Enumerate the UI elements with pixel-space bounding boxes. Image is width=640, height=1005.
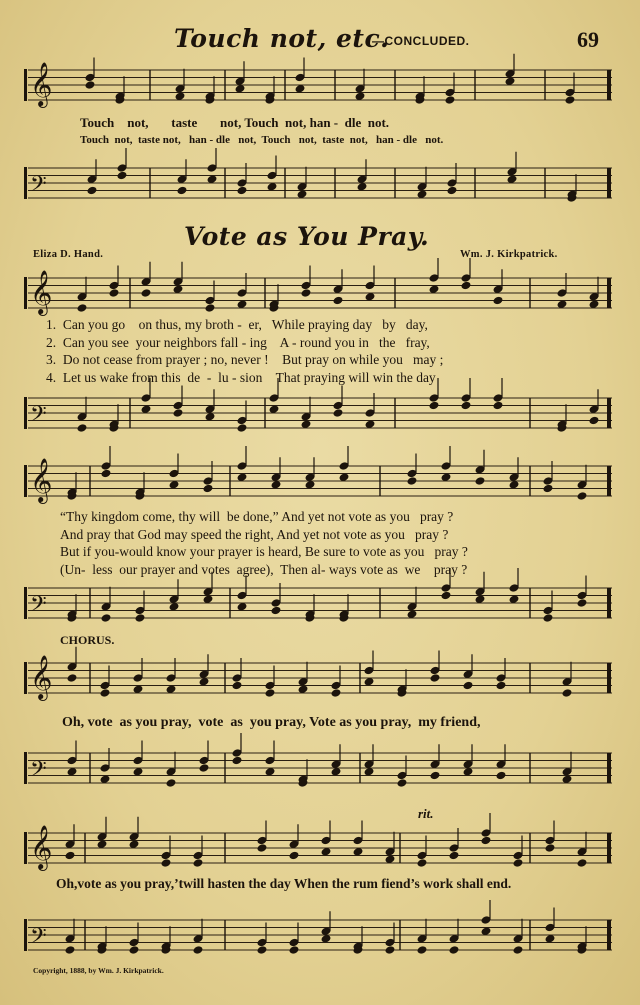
note-head	[449, 851, 460, 861]
note-head	[445, 95, 456, 105]
note-head	[117, 171, 128, 181]
note-head	[333, 408, 344, 418]
note-head	[85, 80, 96, 90]
note-head	[135, 613, 146, 623]
note-head	[385, 945, 396, 955]
staff-brace	[24, 397, 27, 429]
final-barline	[607, 278, 611, 308]
page-number: 69	[577, 27, 599, 52]
chorus-treble-staff-2	[0, 825, 640, 875]
note-head	[141, 288, 152, 298]
note-head	[429, 401, 440, 411]
note-head	[449, 945, 460, 955]
note-head	[577, 858, 588, 868]
note-head	[417, 858, 428, 868]
note-head	[565, 95, 576, 105]
note-head	[417, 945, 428, 955]
top-bass-staff	[0, 160, 640, 210]
note-head	[513, 945, 524, 955]
top-treble-staff	[0, 62, 640, 112]
bass-clef-icon: 𝄢	[30, 592, 47, 622]
final-barline	[607, 70, 611, 100]
note-head	[101, 613, 112, 623]
staff-brace	[24, 69, 27, 101]
note-head	[289, 851, 300, 861]
note-head	[496, 771, 507, 781]
top-lyric-line-1: Touch not, taste not, Touch not, han - dle not.	[80, 115, 390, 130]
note-head	[232, 756, 243, 766]
note-head	[65, 851, 76, 861]
note-head	[562, 688, 573, 698]
note-head	[545, 843, 556, 853]
note-head	[100, 688, 111, 698]
note-head	[481, 836, 492, 846]
note-head	[333, 296, 344, 306]
note-head	[447, 186, 458, 196]
note-head	[265, 688, 276, 698]
note-head	[65, 945, 76, 955]
note-head	[441, 591, 452, 601]
staff-brace	[24, 465, 27, 497]
verse-line: 3. Do not cease from prayer ; no, never ! But pray on while you may ;	[46, 352, 444, 367]
treble-clef-icon: 𝄞	[30, 458, 53, 502]
note-head	[496, 681, 507, 691]
copyright-notice: Copyright, 1888, by Wm. J. Kirkpatrick.	[33, 966, 164, 975]
note-head	[430, 673, 441, 683]
note-head	[589, 416, 600, 426]
bass-clef-icon: 𝄢	[30, 172, 47, 202]
bass-clef-icon: 𝄢	[30, 757, 47, 787]
note-head	[461, 401, 472, 411]
verse-line: 1. Can you go on thus, my broth - er, While praying day by day,	[46, 317, 428, 332]
bass-clef-icon: 𝄢	[30, 924, 47, 954]
note-head	[257, 945, 268, 955]
verse-lyrics-b	[60, 508, 468, 578]
verse-bass-staff-2	[0, 580, 640, 630]
note-head	[77, 423, 88, 433]
note-head	[199, 763, 210, 773]
staff-brace	[24, 587, 27, 619]
note-head	[166, 778, 177, 788]
final-barline	[607, 398, 611, 428]
note-head	[397, 778, 408, 788]
note-head	[301, 288, 312, 298]
note-head	[203, 484, 214, 494]
note-head	[577, 491, 588, 501]
note-head	[407, 476, 418, 486]
note-head	[543, 613, 554, 623]
note-head	[87, 186, 98, 196]
verse-line: “Thy kingdom come, thy will be done,” And yet not vote as you pray ?	[60, 509, 454, 524]
treble-clef-icon: 𝄞	[30, 62, 53, 106]
note-head	[77, 303, 88, 313]
final-barline	[607, 920, 611, 950]
chorus-treble-staff-1	[0, 655, 640, 705]
verse-treble-staff-1	[0, 270, 640, 320]
staff-brace	[24, 832, 27, 864]
note-head	[271, 606, 282, 616]
note-head	[129, 945, 140, 955]
verse-line: 4. Let us wake from this de - lu - sion That praying will win the day	[46, 369, 436, 385]
treble-clef-icon: 𝄞	[30, 270, 53, 314]
final-barline	[607, 168, 611, 198]
top-lyric-line-2: Touch not, taste not, han - dle not, Touch not, taste not, han - dle not.	[80, 134, 444, 146]
rit-marking: rit.	[418, 806, 434, 821]
note-head	[161, 858, 172, 868]
hymn-title: Vote as You Pray.	[184, 222, 430, 251]
note-head	[257, 843, 268, 853]
final-barline	[607, 833, 611, 863]
note-head	[331, 688, 342, 698]
final-barline	[607, 588, 611, 618]
note-head	[177, 186, 188, 196]
note-head	[475, 476, 486, 486]
chorus-bass-staff-2	[0, 912, 640, 962]
note-head	[101, 469, 112, 479]
note-head	[493, 401, 504, 411]
verse-lyrics-a	[46, 316, 443, 386]
note-head	[205, 303, 216, 313]
verse-line: And pray that God may speed the right, And yet not vote as you pray ?	[60, 526, 449, 542]
note-head	[289, 945, 300, 955]
note-head	[493, 296, 504, 306]
note-head	[232, 681, 243, 691]
note-head	[461, 281, 472, 291]
bass-clef-icon: 𝄢	[30, 402, 47, 432]
final-barline	[607, 466, 611, 496]
note-head	[430, 771, 441, 781]
staff-brace	[24, 277, 27, 309]
page-header-subtitle: —CONCLUDED.	[372, 34, 470, 48]
hymn-author: Eliza D. Hand.	[33, 249, 104, 260]
chorus-lyric-line-1: Oh, vote as you pray, vote as you pray, Vote as you pray, my friend,	[62, 715, 481, 730]
note-head	[543, 484, 554, 494]
verse-line: 2. Can you see your neighbors fall - ing A - round you in the fray,	[46, 334, 430, 350]
note-head	[193, 945, 204, 955]
staff-brace	[24, 167, 27, 199]
treble-clef-icon: 𝄞	[30, 655, 53, 699]
hymn-composer: Wm. J. Kirkpatrick.	[460, 249, 558, 260]
verse-line: (Un- less our prayer and votes agree), Then al- ways vote as we pray ?	[60, 561, 468, 577]
staff-brace	[24, 919, 27, 951]
verse-line: But if you-would know your prayer is heard, Be sure to vote as you pray ?	[60, 544, 468, 559]
note-head	[577, 598, 588, 608]
verse-treble-staff-2	[0, 458, 640, 508]
note-head	[237, 186, 248, 196]
note-head	[193, 858, 204, 868]
note-head	[67, 673, 78, 683]
note-head	[173, 408, 184, 418]
verse-bass-staff-1	[0, 390, 640, 440]
treble-clef-icon: 𝄞	[30, 825, 53, 869]
note-head	[109, 288, 120, 298]
final-barline	[607, 663, 611, 693]
staff-brace	[24, 752, 27, 784]
staff-brace	[24, 662, 27, 694]
note-head	[513, 858, 524, 868]
note-head	[463, 681, 474, 691]
chorus-lyric-line-2: Oh,vote as you pray,’twill hasten the day When the rum fiend’s work shall end.	[56, 876, 512, 891]
chorus-label: CHORUS.	[60, 633, 115, 647]
final-barline	[607, 753, 611, 783]
note-head	[237, 423, 248, 433]
page-header-title: Touch not, etc.	[174, 24, 390, 53]
chorus-bass-staff-1	[0, 745, 640, 795]
